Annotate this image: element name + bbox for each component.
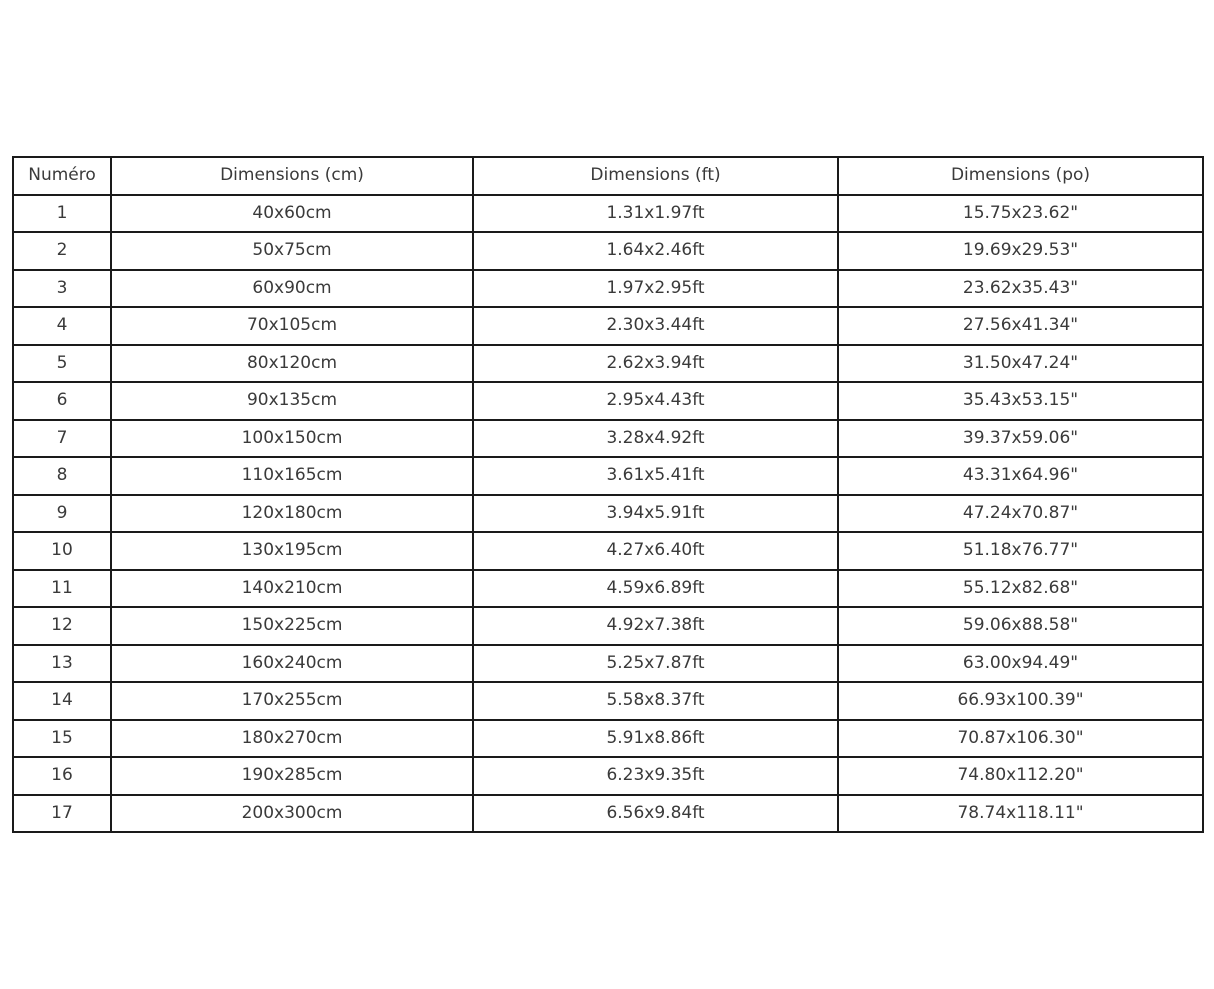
table-cell: 40x60cm bbox=[111, 195, 473, 233]
table-cell: 100x150cm bbox=[111, 420, 473, 458]
table-cell: 23.62x35.43" bbox=[838, 270, 1203, 308]
table-cell: 130x195cm bbox=[111, 532, 473, 570]
table-cell: 1.31x1.97ft bbox=[473, 195, 838, 233]
table-cell: 7 bbox=[13, 420, 111, 458]
table-row bbox=[13, 457, 1203, 495]
table-cell: 5 bbox=[13, 345, 111, 383]
table-cell: 2.62x3.94ft bbox=[473, 345, 838, 383]
table-cell: 4.92x7.38ft bbox=[473, 607, 838, 645]
table-cell: 27.56x41.34" bbox=[838, 307, 1203, 345]
table-row bbox=[13, 495, 1203, 533]
table-row bbox=[13, 532, 1203, 570]
table-cell: 3.61x5.41ft bbox=[473, 457, 838, 495]
table-cell: 2 bbox=[13, 232, 111, 270]
table-cell: 10 bbox=[13, 532, 111, 570]
table-row bbox=[13, 720, 1203, 758]
table-row bbox=[13, 232, 1203, 270]
table-cell: 35.43x53.15" bbox=[838, 382, 1203, 420]
table-cell: 3.94x5.91ft bbox=[473, 495, 838, 533]
table-cell: 190x285cm bbox=[111, 757, 473, 795]
table-cell: 1 bbox=[13, 195, 111, 233]
table-cell: 31.50x47.24" bbox=[838, 345, 1203, 383]
table-cell: 6 bbox=[13, 382, 111, 420]
table-cell: 3 bbox=[13, 270, 111, 308]
table-cell: 16 bbox=[13, 757, 111, 795]
table-cell: 6.56x9.84ft bbox=[473, 795, 838, 833]
table-row bbox=[13, 607, 1203, 645]
table-header-row bbox=[13, 157, 1203, 195]
table-row bbox=[13, 682, 1203, 720]
table-row bbox=[13, 307, 1203, 345]
table-cell: 63.00x94.49" bbox=[838, 645, 1203, 683]
table-cell: 120x180cm bbox=[111, 495, 473, 533]
column-header: Dimensions (cm) bbox=[111, 157, 473, 195]
table-cell: 3.28x4.92ft bbox=[473, 420, 838, 458]
column-header: Numéro bbox=[13, 157, 111, 195]
table-cell: 70x105cm bbox=[111, 307, 473, 345]
table-cell: 55.12x82.68" bbox=[838, 570, 1203, 608]
table-cell: 13 bbox=[13, 645, 111, 683]
table-cell: 74.80x112.20" bbox=[838, 757, 1203, 795]
dimension-conversion-table bbox=[12, 156, 1204, 833]
table-cell: 200x300cm bbox=[111, 795, 473, 833]
table-cell: 5.91x8.86ft bbox=[473, 720, 838, 758]
table-cell: 1.97x2.95ft bbox=[473, 270, 838, 308]
table-cell: 2.30x3.44ft bbox=[473, 307, 838, 345]
table-cell: 19.69x29.53" bbox=[838, 232, 1203, 270]
table-cell: 47.24x70.87" bbox=[838, 495, 1203, 533]
table-cell: 1.64x2.46ft bbox=[473, 232, 838, 270]
table-cell: 150x225cm bbox=[111, 607, 473, 645]
table-row bbox=[13, 270, 1203, 308]
table-cell: 14 bbox=[13, 682, 111, 720]
column-header: Dimensions (po) bbox=[838, 157, 1203, 195]
table-cell: 78.74x118.11" bbox=[838, 795, 1203, 833]
table-row bbox=[13, 420, 1203, 458]
table-cell: 15.75x23.62" bbox=[838, 195, 1203, 233]
table-row bbox=[13, 570, 1203, 608]
table-cell: 6.23x9.35ft bbox=[473, 757, 838, 795]
table-cell: 90x135cm bbox=[111, 382, 473, 420]
table-cell: 51.18x76.77" bbox=[838, 532, 1203, 570]
table-cell: 70.87x106.30" bbox=[838, 720, 1203, 758]
table-row bbox=[13, 645, 1203, 683]
table-cell: 2.95x4.43ft bbox=[473, 382, 838, 420]
table-row bbox=[13, 757, 1203, 795]
table-cell: 4 bbox=[13, 307, 111, 345]
table-cell: 110x165cm bbox=[111, 457, 473, 495]
table-cell: 11 bbox=[13, 570, 111, 608]
table-cell: 60x90cm bbox=[111, 270, 473, 308]
table-cell: 140x210cm bbox=[111, 570, 473, 608]
table-cell: 15 bbox=[13, 720, 111, 758]
table-cell: 4.59x6.89ft bbox=[473, 570, 838, 608]
table-body bbox=[13, 195, 1203, 833]
table-cell: 9 bbox=[13, 495, 111, 533]
table-row bbox=[13, 795, 1203, 833]
table-cell: 43.31x64.96" bbox=[838, 457, 1203, 495]
table-cell: 170x255cm bbox=[111, 682, 473, 720]
table-cell: 4.27x6.40ft bbox=[473, 532, 838, 570]
table-row bbox=[13, 345, 1203, 383]
table-cell: 39.37x59.06" bbox=[838, 420, 1203, 458]
table-cell: 80x120cm bbox=[111, 345, 473, 383]
table-cell: 5.25x7.87ft bbox=[473, 645, 838, 683]
table-cell: 59.06x88.58" bbox=[838, 607, 1203, 645]
column-header: Dimensions (ft) bbox=[473, 157, 838, 195]
table-cell: 50x75cm bbox=[111, 232, 473, 270]
table-row bbox=[13, 195, 1203, 233]
table-row bbox=[13, 382, 1203, 420]
table-cell: 12 bbox=[13, 607, 111, 645]
table-cell: 160x240cm bbox=[111, 645, 473, 683]
table-cell: 66.93x100.39" bbox=[838, 682, 1203, 720]
table-cell: 5.58x8.37ft bbox=[473, 682, 838, 720]
table-cell: 17 bbox=[13, 795, 111, 833]
table-cell: 180x270cm bbox=[111, 720, 473, 758]
table-cell: 8 bbox=[13, 457, 111, 495]
